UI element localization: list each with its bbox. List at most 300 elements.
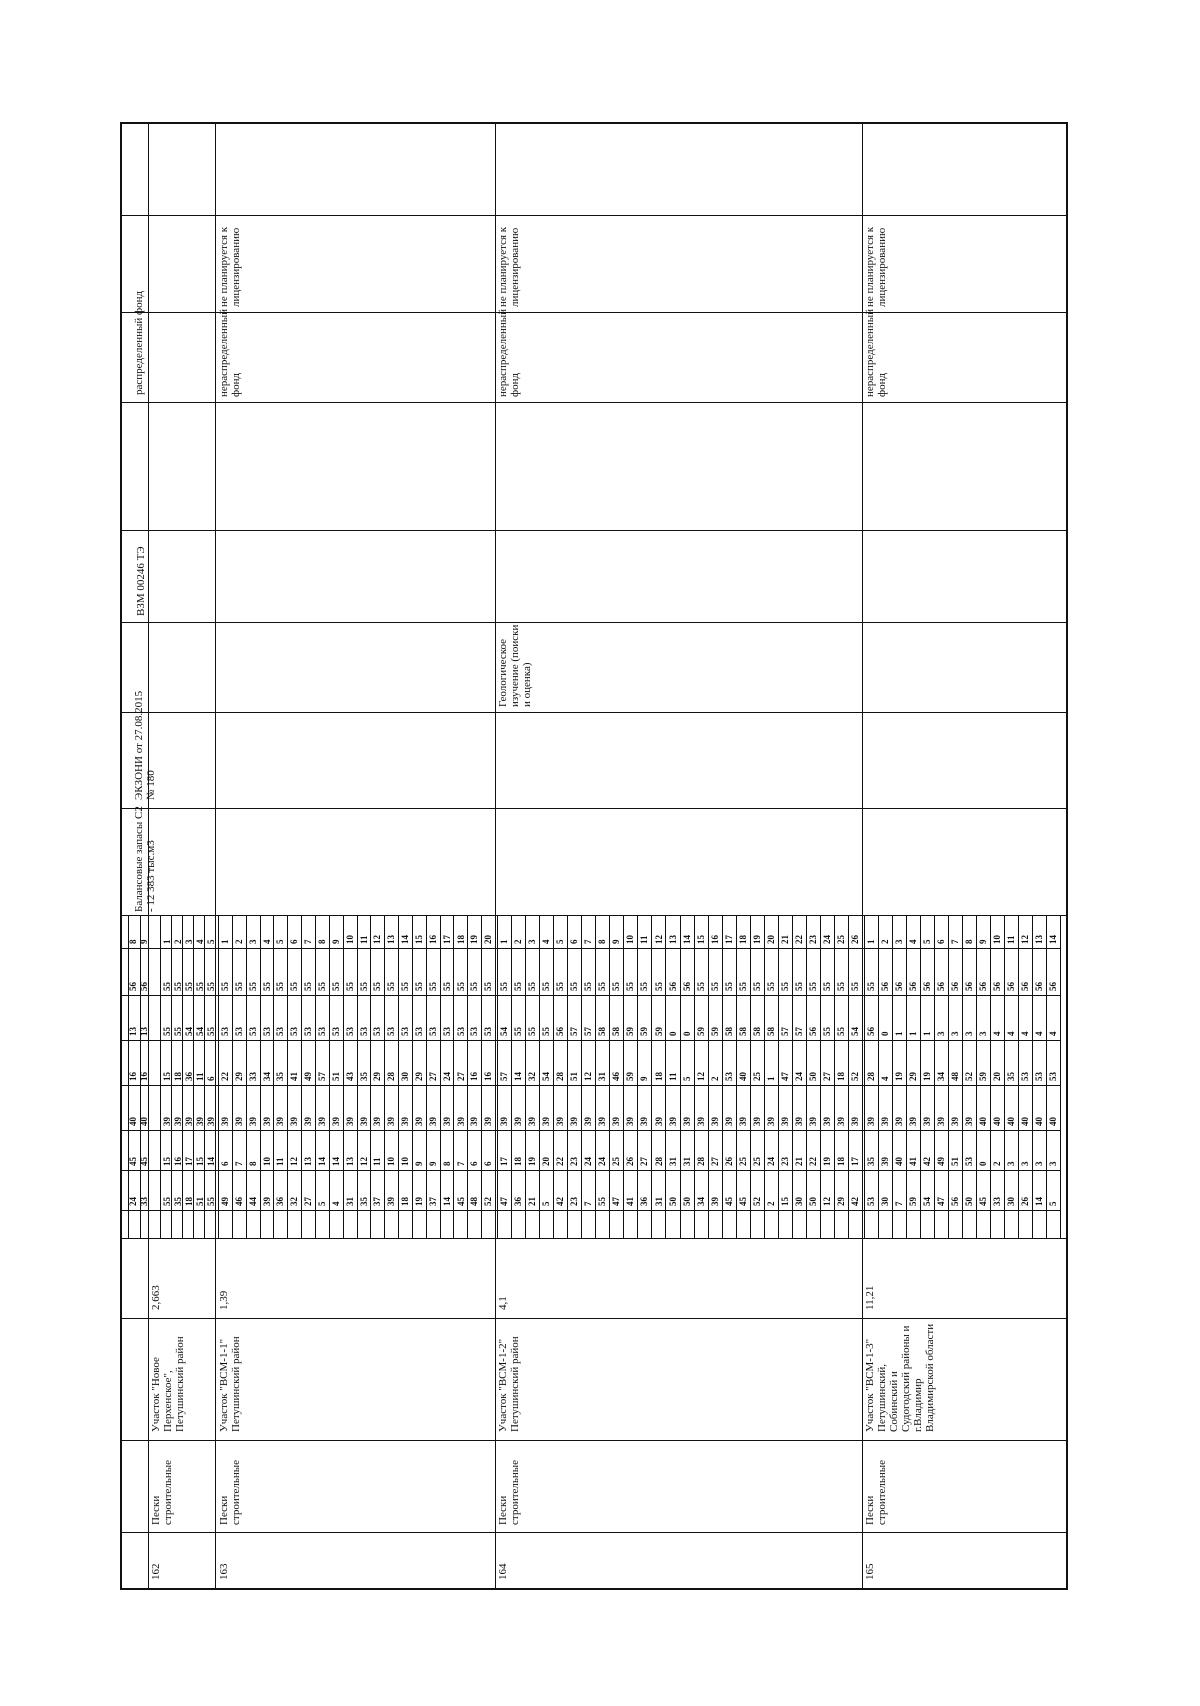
coord-value: 55 <box>261 982 272 991</box>
coord-row-line <box>665 915 666 1238</box>
coord-value: 39 <box>681 1117 692 1126</box>
coord-value: 54 <box>183 1027 194 1036</box>
coord-row-line <box>1018 915 1019 1238</box>
coord-row-line <box>892 915 893 1238</box>
coord-value: 13 <box>386 935 397 944</box>
coord-value: 25 <box>751 1157 762 1166</box>
coord-value: 20 <box>541 1157 552 1166</box>
coord-value: 40 <box>1020 1117 1031 1126</box>
coord-value: 11 <box>358 935 369 944</box>
coord-header-value: 9 <box>139 939 149 944</box>
coord-value: 24 <box>765 1157 776 1166</box>
coord-value: 27 <box>639 1157 650 1166</box>
row-mineral: Пески строительные <box>150 1459 174 1525</box>
coord-value: 49 <box>220 1197 231 1206</box>
row-number: 165 <box>864 1563 876 1580</box>
coord-value: 10 <box>625 935 636 944</box>
coord-row-line <box>440 915 441 1238</box>
coord-value: 58 <box>611 1027 622 1036</box>
coord-value: 16 <box>427 935 438 944</box>
coord-header-value: 40 <box>139 1117 149 1126</box>
coord-value: 39 <box>964 1117 975 1126</box>
coord-value: 11 <box>275 1157 286 1166</box>
coord-value: 53 <box>275 1027 286 1036</box>
coord-value: 53 <box>317 1027 328 1036</box>
coord-value: 1 <box>922 1031 933 1036</box>
coord-value: 4 <box>330 1201 341 1206</box>
coord-value: 53 <box>441 1027 452 1036</box>
coord-value: 55 <box>233 982 244 991</box>
coord-value: 54 <box>850 1027 861 1036</box>
coord-header-value: 24 <box>128 1197 138 1206</box>
coord-value: 53 <box>723 1072 734 1081</box>
coord-row-line <box>806 915 807 1238</box>
row-mineral: Пески строительные <box>497 1459 521 1525</box>
coord-row-line <box>246 915 247 1238</box>
coord-value: 21 <box>779 935 790 944</box>
coord-value: 39 <box>220 1117 231 1126</box>
coord-header-value: 8 <box>128 939 138 944</box>
coord-value: 56 <box>807 1027 818 1036</box>
coord-value: 12 <box>653 935 664 944</box>
coord-value: 55 <box>413 982 424 991</box>
column-divider-11 <box>120 1532 1068 1533</box>
coord-value: 14 <box>400 935 411 944</box>
coord-value: 11 <box>372 1157 383 1166</box>
coord-value: 22 <box>220 1072 231 1081</box>
coord-value: 17 <box>499 1157 510 1166</box>
coord-value: 35 <box>358 1197 369 1206</box>
coord-value: 39 <box>765 1117 776 1126</box>
coord-value: 39 <box>737 1117 748 1126</box>
header-ekoni: ЭКЗОНИ от 27.08.2015 № 180 <box>133 690 157 800</box>
header-fund: распределенный фонд <box>133 290 145 395</box>
row-number: 162 <box>150 1563 162 1580</box>
coord-value: 56 <box>667 982 678 991</box>
coord-value: 29 <box>413 1072 424 1081</box>
coord-value: 33 <box>992 1197 1003 1206</box>
coord-value: 39 <box>836 1117 847 1126</box>
coord-value: 9 <box>427 1161 438 1166</box>
coord-value: 35 <box>275 1072 286 1081</box>
coord-value: 19 <box>751 935 762 944</box>
coord-value: 53 <box>1048 1072 1059 1081</box>
coord-value: 55 <box>527 982 538 991</box>
coord-row-line <box>864 915 865 1238</box>
coord-grid-line <box>120 1210 1060 1211</box>
coord-value: 28 <box>695 1157 706 1166</box>
coord-value: 39 <box>880 1157 891 1166</box>
coord-value: 55 <box>527 1027 538 1036</box>
coord-value: 55 <box>455 982 466 991</box>
coord-value: 25 <box>611 1157 622 1166</box>
coord-value: 4 <box>261 939 272 944</box>
coord-value: 39 <box>469 1117 480 1126</box>
coord-value: 54 <box>194 1027 205 1036</box>
coord-value: 55 <box>611 982 622 991</box>
coord-value: 39 <box>161 1117 172 1126</box>
coord-value: 15 <box>779 1197 790 1206</box>
coord-value: 9 <box>639 1076 650 1081</box>
coord-value: 0 <box>880 1031 891 1036</box>
coord-value: 4 <box>541 939 552 944</box>
coord-value: 55 <box>427 982 438 991</box>
coord-value: 20 <box>483 935 494 944</box>
coord-value: 14 <box>317 1157 328 1166</box>
coord-value: 53 <box>220 1027 231 1036</box>
coord-value: 55 <box>597 982 608 991</box>
coord-value: 39 <box>400 1117 411 1126</box>
row-number: 163 <box>218 1563 230 1580</box>
coord-row-line <box>878 915 879 1238</box>
coord-value: 21 <box>793 1157 804 1166</box>
coord-value: 39 <box>894 1117 905 1126</box>
coord-value: 55 <box>499 982 510 991</box>
coord-value: 15 <box>161 1072 172 1081</box>
coord-value: 39 <box>386 1117 397 1126</box>
coord-value: 56 <box>950 1197 961 1206</box>
coord-value: 39 <box>427 1117 438 1126</box>
coord-value: 6 <box>205 1076 216 1081</box>
coord-value: 3 <box>1020 1161 1031 1166</box>
coord-row-line <box>976 915 977 1238</box>
coord-value: 58 <box>737 1027 748 1036</box>
coord-value: 55 <box>836 982 847 991</box>
coord-row-line <box>736 915 737 1238</box>
coord-value: 7 <box>233 1161 244 1166</box>
coord-value: 54 <box>922 1197 933 1206</box>
coord-value: 39 <box>455 1117 466 1126</box>
coord-value: 3 <box>936 1031 947 1036</box>
coord-value: 53 <box>483 1027 494 1036</box>
coord-value: 41 <box>908 1157 919 1166</box>
coord-value: 56 <box>908 982 919 991</box>
coord-value: 26 <box>850 935 861 944</box>
coord-value: 55 <box>723 982 734 991</box>
coord-value: 44 <box>247 1197 258 1206</box>
coord-value: 39 <box>751 1117 762 1126</box>
coord-value: 12 <box>289 1157 300 1166</box>
coord-value: 39 <box>922 1117 933 1126</box>
coord-value: 30 <box>880 1197 891 1206</box>
coord-value: 5 <box>681 1076 692 1081</box>
coord-value: 39 <box>936 1117 947 1126</box>
coord-value: 24 <box>583 1157 594 1166</box>
coord-value: 14 <box>205 1157 216 1166</box>
coord-value: 2 <box>880 939 891 944</box>
coord-value: 51 <box>950 1157 961 1166</box>
coord-value: 56 <box>894 982 905 991</box>
coord-value: 56 <box>866 1027 877 1036</box>
row-divider-1 <box>215 122 216 1588</box>
coord-value: 3 <box>1048 1161 1059 1166</box>
coord-value: 39 <box>372 1117 383 1126</box>
coord-value: 55 <box>751 982 762 991</box>
row-study: Геологическое изучение (поиски и оценка) <box>497 624 533 707</box>
coord-value: 42 <box>922 1157 933 1166</box>
coord-value: 39 <box>483 1117 494 1126</box>
coord-value: 32 <box>289 1197 300 1206</box>
coord-value: 56 <box>1006 982 1017 991</box>
row-area: 1,39 <box>218 1290 230 1310</box>
coord-value: 40 <box>992 1117 1003 1126</box>
coord-value: 13 <box>1034 935 1045 944</box>
coord-value: 3 <box>964 1031 975 1036</box>
coord-value: 37 <box>372 1197 383 1206</box>
coord-value: 53 <box>261 1027 272 1036</box>
coord-value: 56 <box>1048 982 1059 991</box>
coord-value: 29 <box>372 1072 383 1081</box>
coord-row-line <box>398 915 399 1238</box>
coord-value: 28 <box>386 1072 397 1081</box>
coord-value: 55 <box>303 982 314 991</box>
coord-value: 2 <box>992 1161 1003 1166</box>
coord-value: 30 <box>793 1197 804 1206</box>
coord-value: 15 <box>161 1157 172 1166</box>
coord-value: 29 <box>233 1072 244 1081</box>
coord-value: 14 <box>441 1197 452 1206</box>
coord-value: 39 <box>344 1117 355 1126</box>
coord-value: 7 <box>583 939 594 944</box>
coord-value: 39 <box>709 1117 720 1126</box>
column-divider-0 <box>120 215 1068 216</box>
coord-value: 17 <box>441 935 452 944</box>
coord-row-line <box>160 915 161 1238</box>
coord-value: 55 <box>289 982 300 991</box>
coord-value: 19 <box>469 935 480 944</box>
coord-value: 8 <box>247 1161 258 1166</box>
coord-row-line <box>232 915 233 1238</box>
coord-row-line <box>934 915 935 1238</box>
coord-value: 36 <box>513 1197 524 1206</box>
coord-value: 39 <box>807 1117 818 1126</box>
coord-value: 12 <box>821 1197 832 1206</box>
coord-value: 39 <box>639 1117 650 1126</box>
coord-value: 53 <box>1034 1072 1045 1081</box>
coord-value: 14 <box>513 1072 524 1081</box>
column-divider-3 <box>120 530 1068 531</box>
coord-value: 50 <box>964 1197 975 1206</box>
row-area: 11,21 <box>864 1285 876 1310</box>
coord-value: 55 <box>400 982 411 991</box>
coord-value: 7 <box>894 1201 905 1206</box>
coord-value: 12 <box>583 1072 594 1081</box>
column-divider-1 <box>120 312 1068 313</box>
coord-value: 35 <box>358 1072 369 1081</box>
coord-row-line <box>412 915 413 1238</box>
coord-value: 55 <box>850 982 861 991</box>
coord-value: 22 <box>793 935 804 944</box>
coord-value: 6 <box>936 939 947 944</box>
coord-header-value: 40 <box>128 1117 138 1126</box>
coord-value: 26 <box>1020 1197 1031 1206</box>
row-name: Участок "ВСМ-1-3" Петушинский, Собинский и Судогодский районы и г.Владимир Владимирской области <box>864 1323 936 1432</box>
coord-value: 55 <box>183 982 194 991</box>
coord-value: 0 <box>681 1031 692 1036</box>
coord-value: 8 <box>964 939 975 944</box>
coord-value: 59 <box>978 1072 989 1081</box>
coord-value: 30 <box>400 1072 411 1081</box>
coord-value: 55 <box>344 982 355 991</box>
coord-value: 55 <box>247 982 258 991</box>
coord-header-value: 16 <box>128 1072 138 1081</box>
coord-value: 57 <box>499 1072 510 1081</box>
coord-value: 54 <box>541 1072 552 1081</box>
coord-value: 6 <box>220 1161 231 1166</box>
coord-value: 59 <box>625 1072 636 1081</box>
coord-value: 51 <box>194 1197 205 1206</box>
coord-value: 18 <box>513 1157 524 1166</box>
coord-header-value: 13 <box>139 1027 149 1036</box>
coord-value: 55 <box>317 982 328 991</box>
coord-value: 15 <box>194 1157 205 1166</box>
coord-value: 39 <box>275 1117 286 1126</box>
coord-value: 59 <box>653 1027 664 1036</box>
coord-value: 53 <box>330 1027 341 1036</box>
coord-value: 1 <box>908 1031 919 1036</box>
coord-value: 53 <box>303 1027 314 1036</box>
coord-value: 36 <box>275 1197 286 1206</box>
coord-value: 10 <box>261 1157 272 1166</box>
coord-value: 50 <box>667 1197 678 1206</box>
coord-value: 33 <box>247 1072 258 1081</box>
coord-value: 22 <box>807 1157 818 1166</box>
row-divider-3 <box>862 122 863 1588</box>
coord-value: 55 <box>737 982 748 991</box>
coord-value: 39 <box>513 1117 524 1126</box>
coord-value: 59 <box>625 1027 636 1036</box>
coord-value: 16 <box>469 1072 480 1081</box>
coord-value: 47 <box>499 1197 510 1206</box>
row-number: 164 <box>497 1563 509 1580</box>
coord-value: 55 <box>821 982 832 991</box>
coord-value: 55 <box>161 1197 172 1206</box>
coord-value: 55 <box>639 982 650 991</box>
row-name: Участок "ВСМ-1-2" Петушинский район <box>497 1336 521 1432</box>
coord-value: 29 <box>908 1072 919 1081</box>
coord-value: 40 <box>1048 1117 1059 1126</box>
coord-value: 1 <box>894 1031 905 1036</box>
coord-value: 57 <box>569 1027 580 1036</box>
coord-header-value: 33 <box>139 1197 149 1206</box>
coord-row-line <box>343 915 344 1238</box>
coord-value: 18 <box>737 935 748 944</box>
coord-value: 55 <box>205 1027 216 1036</box>
coord-value: 14 <box>1034 1197 1045 1206</box>
coord-value: 25 <box>836 935 847 944</box>
coord-value: 56 <box>922 982 933 991</box>
coord-value: 55 <box>821 1027 832 1036</box>
coord-value: 56 <box>992 982 1003 991</box>
coord-value: 39 <box>413 1117 424 1126</box>
coord-row-line <box>680 915 681 1238</box>
coord-row-line <box>481 915 482 1238</box>
coord-value: 35 <box>172 1197 183 1206</box>
coord-row-line <box>511 915 512 1238</box>
coord-value: 4 <box>1034 1031 1045 1036</box>
coord-value: 51 <box>569 1072 580 1081</box>
coord-value: 55 <box>583 982 594 991</box>
coord-value: 7 <box>455 1161 466 1166</box>
coord-value: 53 <box>372 1027 383 1036</box>
coord-value: 39 <box>205 1117 216 1126</box>
coord-value: 31 <box>344 1197 355 1206</box>
coord-value: 21 <box>527 1197 538 1206</box>
coord-row-line <box>426 915 427 1238</box>
coord-row-line <box>453 915 454 1238</box>
coord-value: 23 <box>779 1157 790 1166</box>
coord-grid-line <box>120 915 1060 916</box>
coord-value: 12 <box>358 1157 369 1166</box>
coord-value: 35 <box>1006 1072 1017 1081</box>
coord-value: 4 <box>1020 1031 1031 1036</box>
coord-value: 11 <box>1006 935 1017 944</box>
coord-header-value: 56 <box>128 982 138 991</box>
coord-value: 3 <box>247 939 258 944</box>
coord-row-line <box>1004 915 1005 1238</box>
coord-grid-line <box>120 995 1060 996</box>
coord-value: 14 <box>681 935 692 944</box>
coord-value: 28 <box>555 1072 566 1081</box>
coord-value: 55 <box>372 982 383 991</box>
coord-value: 9 <box>978 939 989 944</box>
coord-value: 55 <box>569 982 580 991</box>
coord-value: 57 <box>583 1027 594 1036</box>
coord-value: 39 <box>261 1197 272 1206</box>
coord-value: 55 <box>807 982 818 991</box>
column-divider-4 <box>120 622 1068 623</box>
header-reserves: Балансовые запасы С2 - 12 383 тыс.м3 <box>133 806 157 912</box>
coord-value: 4 <box>908 939 919 944</box>
coord-value: 11 <box>639 935 650 944</box>
coord-value: 53 <box>233 1027 244 1036</box>
coord-value: 45 <box>978 1197 989 1206</box>
coord-value: 55 <box>161 982 172 991</box>
coord-value: 39 <box>233 1117 244 1126</box>
coord-value: 55 <box>709 982 720 991</box>
coord-value: 35 <box>866 1157 877 1166</box>
coord-value: 5 <box>541 1201 552 1206</box>
row-fund: нераспределенный фонд <box>218 308 242 397</box>
coord-value: 39 <box>793 1117 804 1126</box>
coord-value: 36 <box>183 1072 194 1081</box>
coord-value: 23 <box>807 935 818 944</box>
column-divider-10 <box>120 1440 1068 1441</box>
coord-value: 45 <box>737 1197 748 1206</box>
coord-value: 31 <box>681 1157 692 1166</box>
coord-value: 42 <box>555 1197 566 1206</box>
coord-header-value: 45 <box>128 1157 138 1166</box>
coord-row-line <box>497 915 498 1238</box>
coord-row-line <box>920 915 921 1238</box>
coord-value: 39 <box>317 1117 328 1126</box>
coord-value: 47 <box>611 1197 622 1206</box>
coord-value: 46 <box>233 1197 244 1206</box>
coord-value: 53 <box>1020 1072 1031 1081</box>
coord-value: 7 <box>583 1201 594 1206</box>
coord-value: 55 <box>205 982 216 991</box>
coord-value: 32 <box>527 1072 538 1081</box>
coord-value: 55 <box>275 982 286 991</box>
coord-value: 27 <box>455 1072 466 1081</box>
coord-row-line <box>848 915 849 1238</box>
coord-value: 18 <box>183 1197 194 1206</box>
coord-value: 12 <box>1020 935 1031 944</box>
coord-value: 1 <box>161 939 172 944</box>
coord-value: 34 <box>261 1072 272 1081</box>
coord-value: 39 <box>866 1117 877 1126</box>
coord-value: 31 <box>597 1072 608 1081</box>
